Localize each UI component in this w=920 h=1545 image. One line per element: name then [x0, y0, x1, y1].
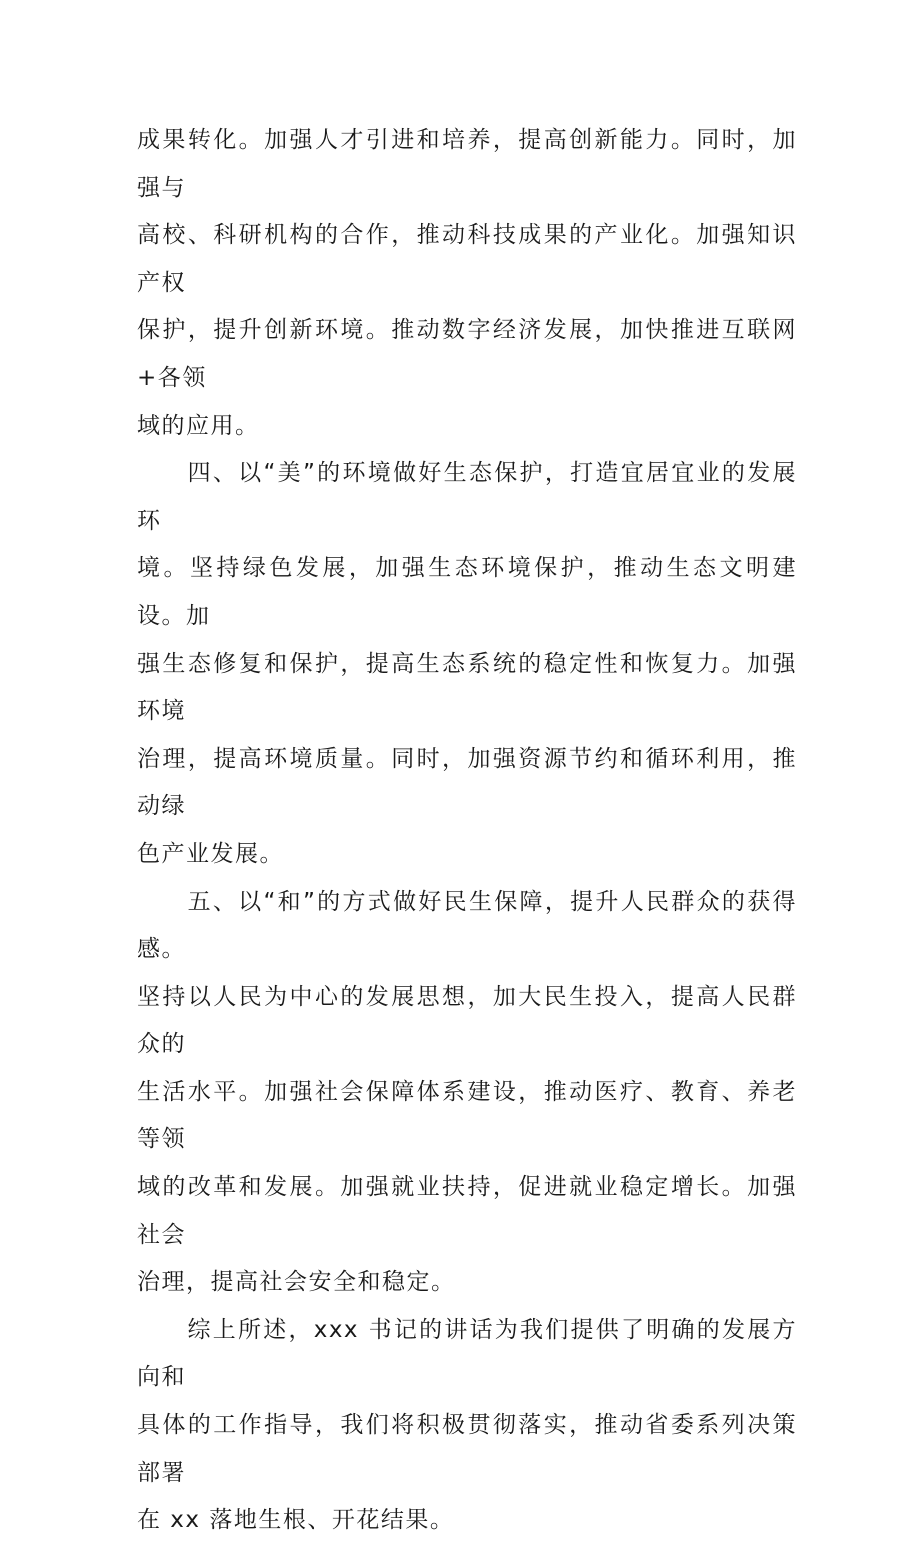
paragraph-innovation: 成果转化。加强人才引进和培养，提高创新能力。同时，加强与 高校、科研机构的合作，推动科技成果的产业化。加强知识产权 保护，提升创新环境。推动数字经济发展，加快推进互联网+各领 域的应用。	[137, 127, 797, 439]
paragraph-ecology: 四、以“美”的环境做好生态保护，打造宜居宜业的发展环 境。坚持绿色发展，加强生态环境保护，推动生态文明建设。加 强生态修复和保护，提高生态系统的稳定性和恢复力。加强环境 治理，提高环境质量。同时，加强资源节约和循环利用，推动绿 色产业发展。	[137, 460, 797, 867]
document-body	[137, 117, 797, 1545]
paragraph-livelihood: 五、以“和”的方式做好民生保障，提升人民群众的获得感。 坚持以人民为中心的发展思想，加大民生投入，提高人民群众的 生活水平。加强社会保障体系建设，推动医疗、教育、养老等领 域的改革和发展。加强就业扶持，促进就业稳定增长。加强社会 治理，提高社会安全和稳定。	[137, 888, 797, 1296]
paragraph-conclusion: 综上所述，xxx 书记的讲话为我们提供了明确的发展方向和 具体的工作指导，我们将积极贯彻落实，推动省委系列决策部署 在 xx 落地生根、开花结果。	[137, 1316, 797, 1534]
